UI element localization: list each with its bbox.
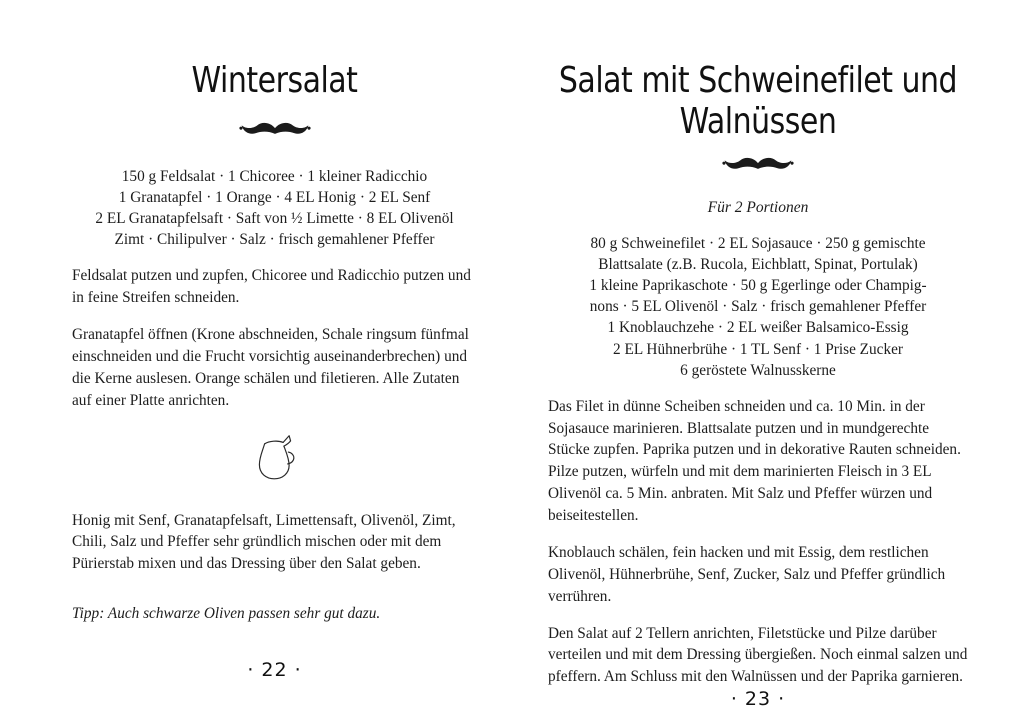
instruction-paragraph: Knoblauch schälen, fein hacken und mit Essig, dem restlichen Olivenöl, Hühnerbrühe, Senf, Zucker, Salz und Pfeffer gründlich verrühren.	[548, 543, 946, 605]
portion-note: Für 2 Portionen	[707, 199, 809, 216]
ingredient-line: 150 g Feldsalat · 1 Chicoree · 1 kleiner Radicchio	[121, 168, 428, 185]
instruction-paragraph: Granatapfel öffnen (Krone abschneiden, Schale ringsum fünfmal einschneiden und die Frucht vorsichtig auseinanderbrechen) und die Kerne auslesen. Orange schälen und filetieren. Alle Zutaten auf einer Platte anrichten.	[72, 326, 469, 409]
instruction-paragraph: Feldsalat putzen und zupfen, Chicoree und Radicchio putzen und in feine Streifen schneiden.	[72, 267, 471, 307]
right-page	[548, 42, 968, 711]
ingredient-line: Zimt · Chilipulver · Salz · frisch gemahlener Pfeffer	[114, 231, 435, 249]
left-page	[72, 42, 477, 683]
instruction-paragraph: Honig mit Senf, Granatapfelsaft, Limettensaft, Olivenöl, Zimt, Chili, Salz und Pfeffer sehr gründlich mischen oder mit dem Pürierstab mixen und das Dressing über den Salat geben.	[72, 511, 456, 573]
ingredient-line: 6 geröstete Walnusskerne	[680, 361, 836, 379]
page-number-left: · 22 ·	[247, 659, 302, 681]
ingredient-line: 2 EL Granatapfelsaft · Saft von ½ Limette · 8 EL Olivenöl	[95, 210, 454, 228]
recipe-title-right: Salat mit Schweinefilet und Walnüssen	[558, 60, 958, 143]
mustache-ornament	[72, 121, 477, 146]
ingredient-list	[72, 166, 477, 250]
ingredient-line: Blattsalate (z.B. Rucola, Eichblatt, Spinat, Portulak)	[598, 256, 918, 274]
ingredient-line: nons · 5 EL Olivenöl · Salz · frisch gemahlener Pfeffer	[589, 298, 927, 316]
mustache-ornament	[548, 156, 968, 181]
pitcher-illustration	[72, 430, 477, 491]
ingredient-line: 1 Granatapfel · 1 Orange · 4 EL Honig · 2 EL Senf	[118, 189, 431, 207]
page-number-right: · 23 ·	[730, 688, 786, 711]
tip-note: Tipp: Auch schwarze Oliven passen sehr gut dazu.	[72, 605, 381, 623]
instruction-paragraph: Den Salat auf 2 Tellern anrichten, Filetstücke und Pilze darüber verteilen und mit dem Dressing übergießen. Noch einmal salzen und pfeffern. Am Schluss mit den Walnüssen und der Paprika garnieren.	[548, 624, 968, 686]
ingredient-list	[548, 233, 968, 381]
ingredient-line: 1 Knoblauchzehe · 2 EL weißer Balsamico-Essig	[607, 319, 909, 337]
ingredient-line: 80 g Schweinefilet · 2 EL Sojasauce · 250 g gemischte	[590, 235, 926, 252]
ingredient-line: 2 EL Hühnerbrühe · 1 TL Senf · 1 Prise Zucker	[613, 340, 903, 358]
ingredient-line: 1 kleine Paprikaschote · 50 g Egerlinge oder Champig-	[589, 277, 927, 295]
recipe-title-left: Wintersalat	[191, 60, 358, 102]
instruction-paragraph: Das Filet in dünne Scheiben schneiden und ca. 10 Min. in der Sojasauce marinieren. Blattsalate putzen und in mundgerechte Stücke zupfen. Paprika putzen und in dekorative Rauten schneiden. Pilze putzen, würfeln und mit dem marinierten Fleisch in 3 EL Olivenöl ca. 5 Min. anbraten. Mit Salz und Pfeffer würzen und beiseitestellen.	[548, 397, 961, 525]
